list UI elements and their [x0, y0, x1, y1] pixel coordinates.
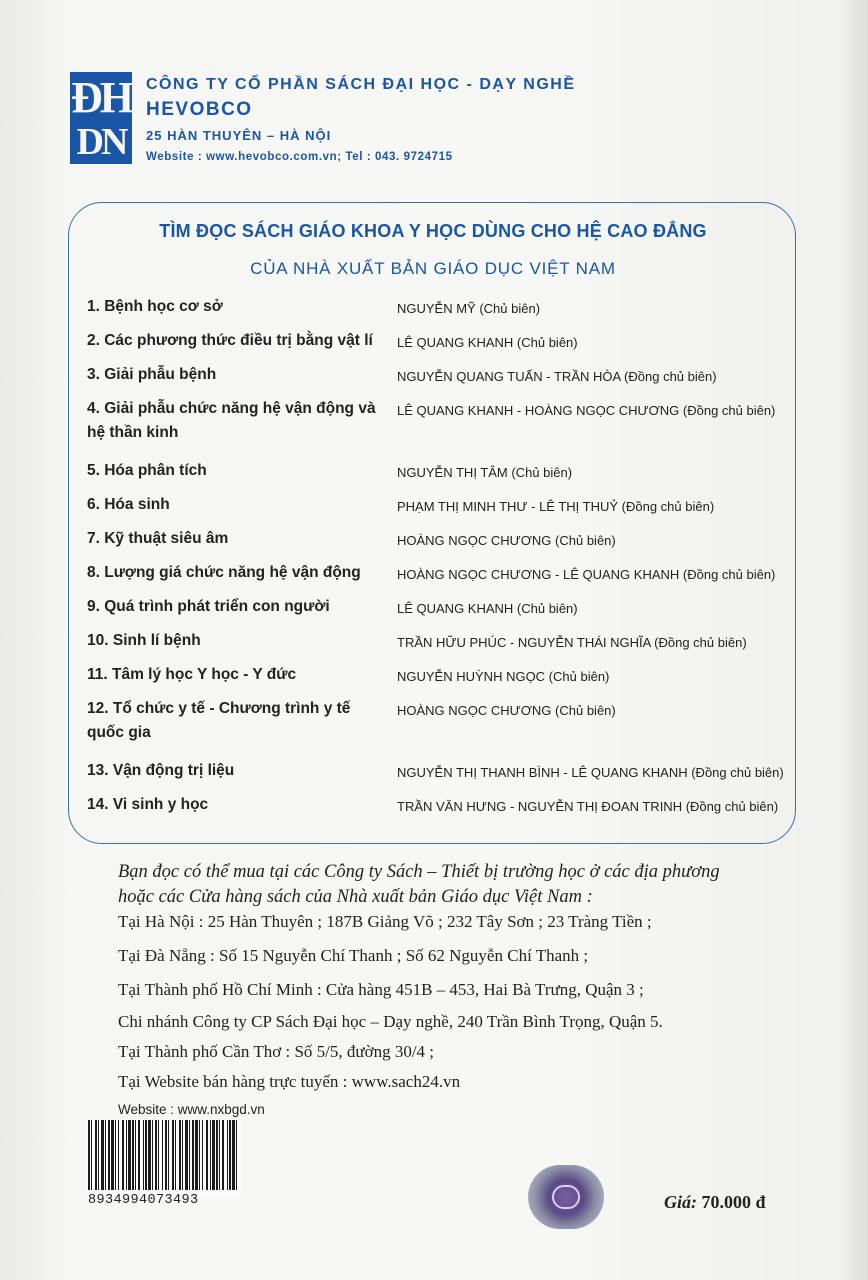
book-item [87, 595, 787, 621]
barcode-digits: 8934994073493 [88, 1193, 199, 1208]
publisher-logo [70, 72, 132, 164]
price [664, 1192, 766, 1213]
nxbgd-website: Website : www.nxbgd.vn [118, 1102, 265, 1117]
barcode-bar [202, 1120, 203, 1190]
book-item [87, 561, 787, 587]
barcode-bar [91, 1120, 92, 1190]
barcode-bar [111, 1120, 114, 1190]
publisher-address: 25 HÀN THUYÊN – HÀ NỘI [146, 128, 332, 143]
stores-intro: Bạn đọc có thể mua tại các Công ty Sách – Thiết bị trường học ở các địa phương hoặc các Cửa hàng sách của Nhà xuất bản Giáo dục Việt Nam : [118, 862, 720, 907]
barcode-bar [135, 1120, 136, 1190]
book-author: NGUYỄN THỊ THANH BÌNH - LÊ QUANG KHANH (Đồng chủ biên) [397, 765, 784, 780]
book-item [87, 329, 787, 355]
barcode-bar [172, 1120, 174, 1190]
publisher-brand: HEVOBCO [146, 99, 253, 120]
book-item [87, 793, 787, 819]
book-title: 7. Kỹ thuật siêu âm [87, 530, 229, 547]
barcode-bar [128, 1120, 131, 1190]
book-author: HOÀNG NGỌC CHƯƠNG - LÊ QUANG KHANH (Đồng chủ biên) [397, 567, 776, 582]
barcode-bar [175, 1120, 176, 1190]
book-item [87, 527, 787, 553]
book-author: LÊ QUANG KHANH (Chủ biên) [397, 601, 578, 616]
book-author: HOÀNG NGỌC CHƯƠNG (Chủ biên) [397, 533, 616, 548]
barcode-bar [155, 1120, 157, 1190]
book-author: TRẦN VĂN HƯNG - NGUYỄN THỊ ĐOAN TRINH (Đồng chủ biên) [397, 799, 779, 814]
barcode-bar [185, 1120, 188, 1190]
book-title: 6. Hóa sinh [87, 496, 170, 513]
book-title: 3. Giải phẫu bệnh [87, 366, 217, 383]
book-title: 10. Sinh lí bệnh [87, 632, 201, 649]
book-title: 5. Hóa phân tích [87, 462, 207, 479]
barcode-bar [222, 1120, 224, 1190]
barcode-bar [212, 1120, 215, 1190]
barcode-bars [86, 1120, 242, 1192]
barcode-bar [95, 1120, 97, 1190]
book-list-box [68, 202, 796, 844]
book-author: NGUYỄN MỸ (Chủ biên) [397, 301, 541, 316]
barcode-bar [98, 1120, 99, 1190]
book-item [87, 697, 787, 741]
store-line: Tại Thành phố Cần Thơ : Số 5/5, đường 30/4 ; [118, 1042, 435, 1061]
price-label: Giá: [664, 1192, 697, 1212]
book-item [87, 295, 787, 321]
barcode-bar [168, 1120, 169, 1190]
book-list-title: TÌM ĐỌC SÁCH GIÁO KHOA Y HỌC DÙNG CHO HỆ CAO ĐẲNG [159, 221, 707, 241]
barcode-bar [199, 1120, 200, 1190]
barcode-bar [115, 1120, 116, 1190]
book-item [87, 363, 787, 389]
book-title: 12. Tổ chức y tế - Chương trình y tế quốc gia [87, 700, 351, 741]
price-value: 70.000 đ [701, 1192, 766, 1212]
barcode-bar [206, 1120, 208, 1190]
barcode-bar [219, 1120, 220, 1190]
book-author: PHẠM THỊ MINH THƯ - LÊ THỊ THUỶ (Đồng chủ biên) [397, 499, 715, 514]
barcode-bar [122, 1120, 124, 1190]
barcode-bar [105, 1120, 106, 1190]
store-line: Tại Đà Nẵng : Số 15 Nguyễn Chí Thanh ; Số 62 Nguyễn Chí Thanh ; [118, 946, 589, 965]
barcode-bar [101, 1120, 104, 1190]
barcode-bar [132, 1120, 134, 1190]
book-title: 4. Giải phẫu chức năng hệ vận động và hệ thần kinh [87, 400, 376, 441]
barcode-bar [189, 1120, 190, 1190]
barcode-bar [179, 1120, 181, 1190]
barcode-bar [88, 1120, 90, 1190]
book-item [87, 663, 787, 689]
publisher-info [146, 70, 576, 163]
book-item [87, 493, 787, 519]
book-title: 2. Các phương thức điều trị bằng vật lí [87, 332, 373, 349]
book-title: 9. Quá trình phát triển con người [87, 598, 330, 615]
logo-top-text: ĐH [71, 73, 131, 122]
book-item [87, 629, 787, 655]
barcode-bar [138, 1120, 140, 1190]
book-title: 8. Lượng giá chức năng hệ vận động [87, 564, 361, 581]
barcode-bar [108, 1120, 110, 1190]
barcode-bar [232, 1120, 235, 1190]
book-list-subtitle: CỦA NHÀ XUẤT BẢN GIÁO DỤC VIỆT NAM [250, 259, 616, 278]
store-line: Tại Hà Nội : 25 Hàn Thuyên ; 187B Giảng Võ ; 232 Tây Sơn ; 23 Tràng Tiền ; [118, 912, 652, 931]
barcode-bar [152, 1120, 153, 1190]
barcode-bar [126, 1120, 127, 1190]
barcode-bar [229, 1120, 231, 1190]
barcode-bar [162, 1120, 163, 1190]
barcode-bar [148, 1120, 151, 1190]
barcode [86, 1120, 242, 1208]
book-title: 11. Tâm lý học Y học - Y đức [87, 666, 297, 683]
barcode-bar [165, 1120, 167, 1190]
barcode-bar [210, 1120, 211, 1190]
store-line: Tại Website bán hàng trực tuyến : www.sach24.vn [118, 1072, 461, 1091]
barcode-bar [158, 1120, 159, 1190]
barcode-bar [145, 1120, 147, 1190]
book-author: TRẦN HỮU PHÚC - NGUYỄN THÁI NGHĨA (Đồng chủ biên) [397, 635, 747, 650]
barcode-bar [143, 1120, 144, 1190]
book-item [87, 397, 787, 441]
barcode-bar [192, 1120, 194, 1190]
book-author: NGUYỄN HUỲNH NGỌC (Chủ biên) [397, 669, 610, 684]
book-author: LÊ QUANG KHANH - HOÀNG NGỌC CHƯƠNG (Đồng chủ biên) [397, 403, 776, 418]
publisher-website: Website : www.hevobco.com.vn; Tel : 043. 9724715 [146, 151, 453, 163]
book-author: NGUYỄN QUANG TUẤN - TRẦN HÒA (Đồng chủ biên) [397, 369, 717, 384]
barcode-bar [236, 1120, 237, 1190]
store-line: Tại Thành phố Hồ Chí Minh : Cửa hàng 451B – 453, Hai Bà Trưng, Quận 3 ; [118, 980, 644, 999]
barcode-bar [216, 1120, 218, 1190]
book-author: HOÀNG NGỌC CHƯƠNG (Chủ biên) [397, 703, 616, 718]
book-item [87, 459, 787, 485]
book-title: 13. Vận động trị liệu [87, 762, 235, 779]
barcode-bar [118, 1120, 119, 1190]
barcode-bar [227, 1120, 228, 1190]
barcode-bar [182, 1120, 183, 1190]
logo-bottom-text: DN [76, 121, 126, 163]
book-title: 1. Bệnh học cơ sở [87, 298, 223, 315]
barcode-bar [195, 1120, 198, 1190]
book-author: NGUYỄN THỊ TÂM (Chủ biên) [397, 465, 573, 480]
publisher-header [70, 70, 770, 170]
hologram-stamp [528, 1165, 604, 1229]
book-title: 14. Vi sinh y học [87, 796, 209, 813]
hologram-emblem [552, 1185, 580, 1209]
publisher-name: CÔNG TY CỔ PHẦN SÁCH ĐẠI HỌC - DẠY NGHỀ [146, 76, 576, 93]
book-item [87, 759, 787, 785]
store-line: Chi nhánh Công ty CP Sách Đại học – Dạy nghề, 240 Trần Bình Trọng, Quận 5. [118, 1012, 663, 1031]
book-author: LÊ QUANG KHANH (Chủ biên) [397, 335, 578, 350]
